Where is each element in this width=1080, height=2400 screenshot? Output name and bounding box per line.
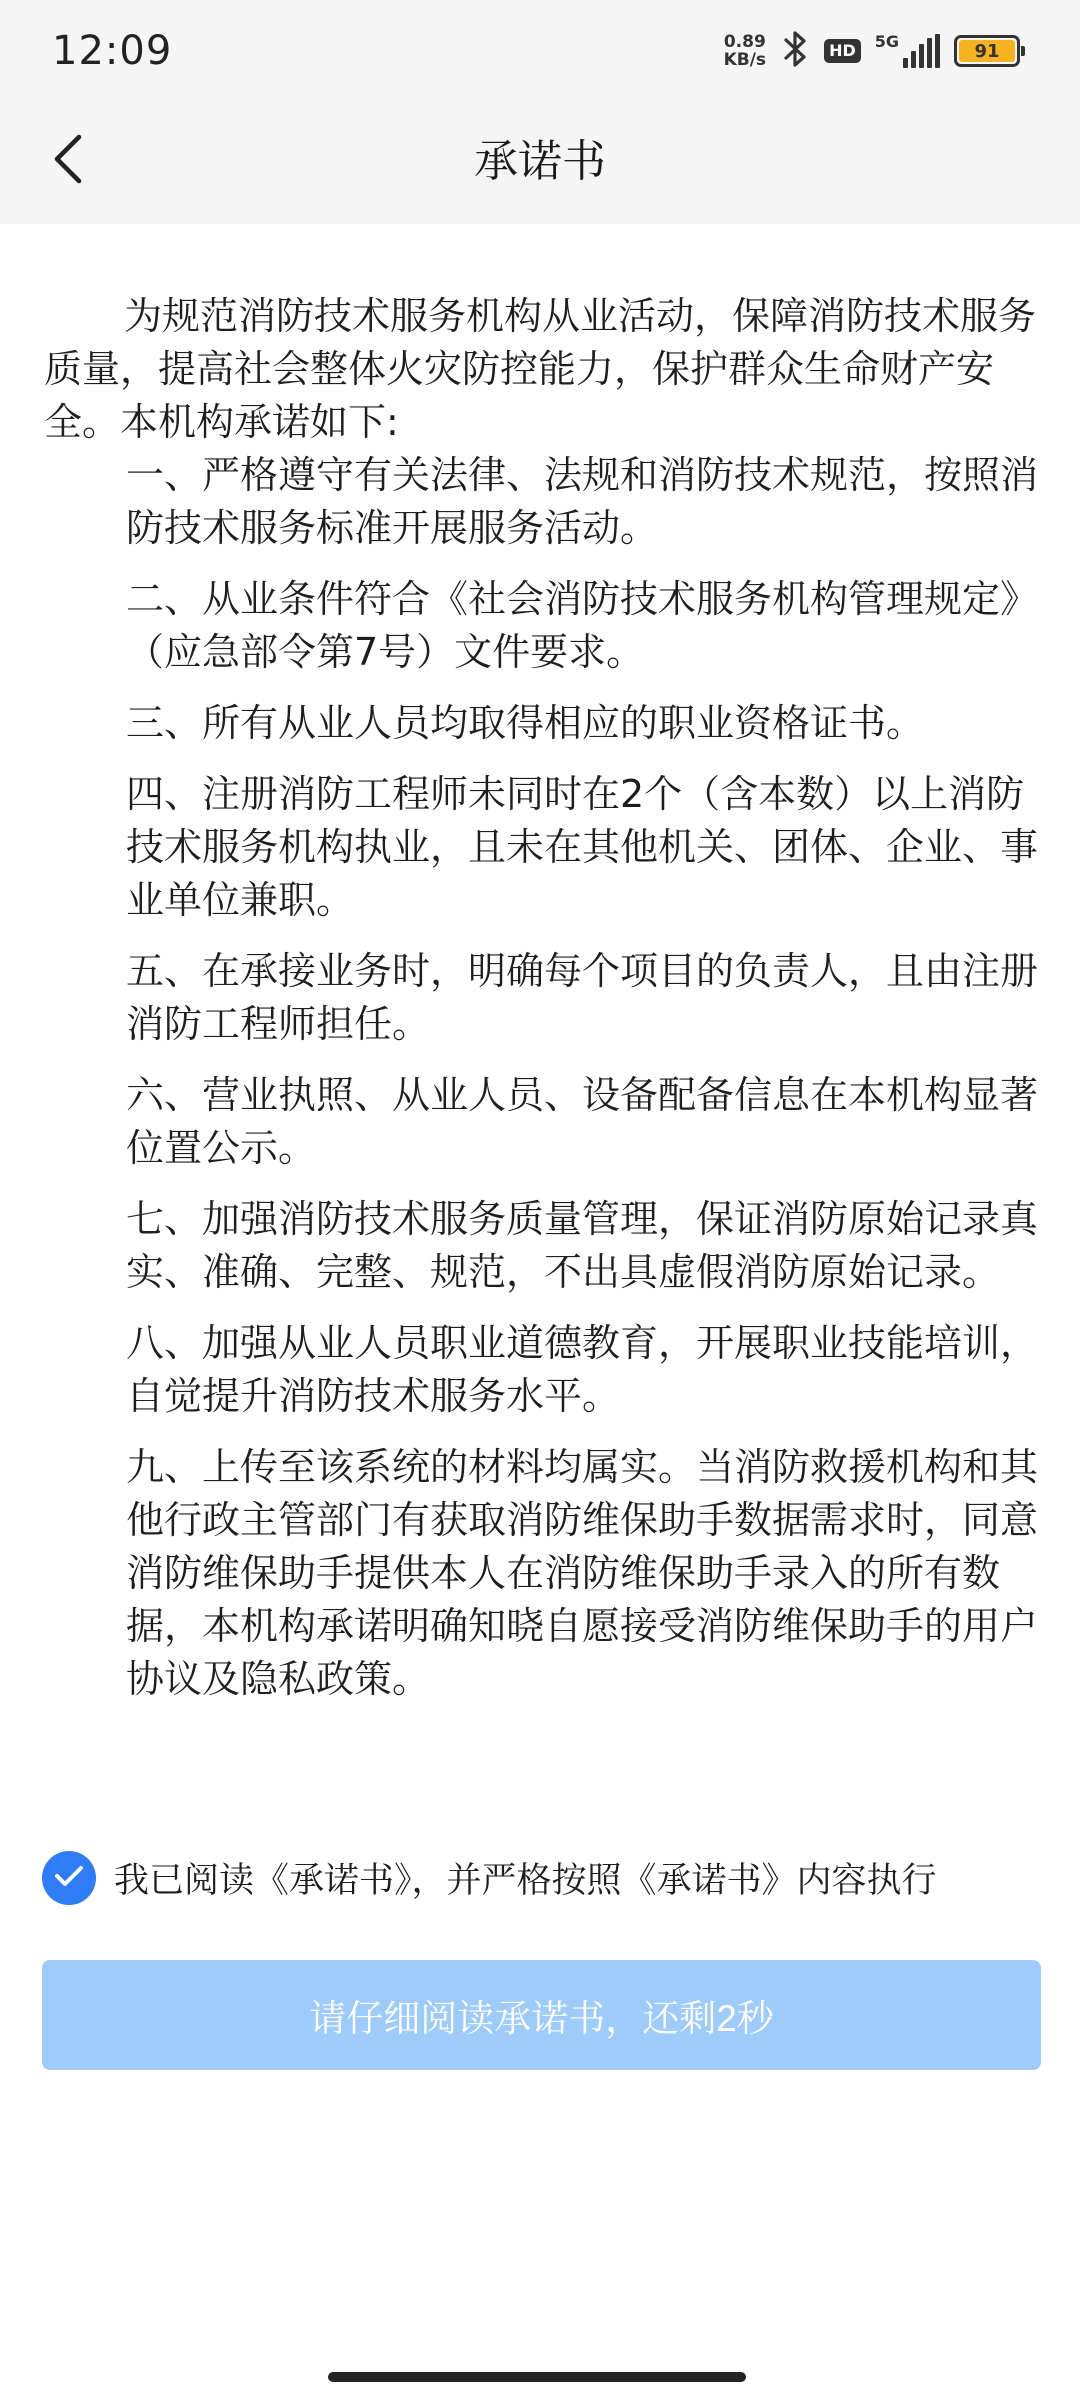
commitment-item-2: 二、从业条件符合《社会消防技术服务机构管理规定》（应急部令第7号）文件要求。	[126, 577, 1039, 674]
agreement-checkbox-row[interactable]	[42, 1848, 1052, 1908]
submit-button[interactable]: 请仔细阅读承诺书，还剩2秒	[42, 1960, 1041, 2070]
commitment-intro: 为规范消防技术服务机构从业活动，保障消防技术服务质量，提高社会整体火灾防控能力，保护群众生命财产安全。本机构承诺如下:	[44, 294, 1037, 444]
commitment-item-5: 五、在承接业务时，明确每个项目的负责人，且由注册消防工程师担任。	[126, 949, 1039, 1046]
navigation-bar	[0, 100, 1080, 224]
home-indicator[interactable]	[328, 2372, 746, 2382]
chevron-left-icon	[49, 131, 89, 191]
battery-level: 91	[959, 40, 1015, 62]
commitment-item-4: 四、注册消防工程师未同时在2个（含本数）以上消防技术服务机构执业，且未在其他机关、团体、企业、事业单位兼职。	[126, 772, 1039, 922]
cellular-signal-icon	[875, 34, 940, 68]
commitment-item-6: 六、营业执照、从业人员、设备配备信息在本机构显著位置公示。	[126, 1073, 1039, 1170]
commitment-content	[44, 290, 1044, 1724]
network-speed-unit: KB/s	[723, 50, 767, 70]
signal-bars	[903, 34, 940, 68]
commitment-item-1: 一、严格遵守有关法律、法规和消防技术规范，按照消防技术服务标准开展服务活动。	[126, 453, 1039, 550]
agreement-label[interactable]: 我已阅读《承诺书》，并严格按照《承诺书》内容执行	[114, 1861, 937, 1901]
checkmark-icon	[54, 1864, 84, 1892]
network-speed	[724, 33, 766, 69]
bluetooth-icon	[780, 29, 810, 73]
commitment-item-7: 七、加强消防技术服务质量管理，保证消防原始记录真实、准确、完整、规范，不出具虚假消防原始记录。	[126, 1197, 1039, 1294]
status-icons	[724, 28, 1020, 74]
status-bar	[0, 0, 1080, 100]
commitment-item-9: 九、上传至该系统的材料均属实。当消防救援机构和其他行政主管部门有获取消防维保助手数据需求时，同意消防维保助手提供本人在消防维保助手录入的所有数据，本机构承诺明确知晓自愿接受消防维保助手的用户协议及隐私政策。	[126, 1445, 1039, 1701]
commitment-item-3: 三、所有从业人员均取得相应的职业资格证书。	[126, 701, 925, 745]
status-time: 12:09	[52, 28, 173, 74]
page-title: 承诺书	[474, 136, 606, 187]
network-speed-value: 0.89	[723, 32, 766, 52]
back-button[interactable]	[34, 126, 104, 196]
battery-icon	[954, 35, 1020, 67]
commitment-item-8: 八、加强从业人员职业道德教育，开展职业技能培训，自觉提升消防技术服务水平。	[126, 1321, 1039, 1418]
hd-icon: HD	[824, 39, 861, 63]
network-type-label: 5G	[874, 32, 899, 51]
agreement-checkbox[interactable]	[42, 1851, 96, 1905]
